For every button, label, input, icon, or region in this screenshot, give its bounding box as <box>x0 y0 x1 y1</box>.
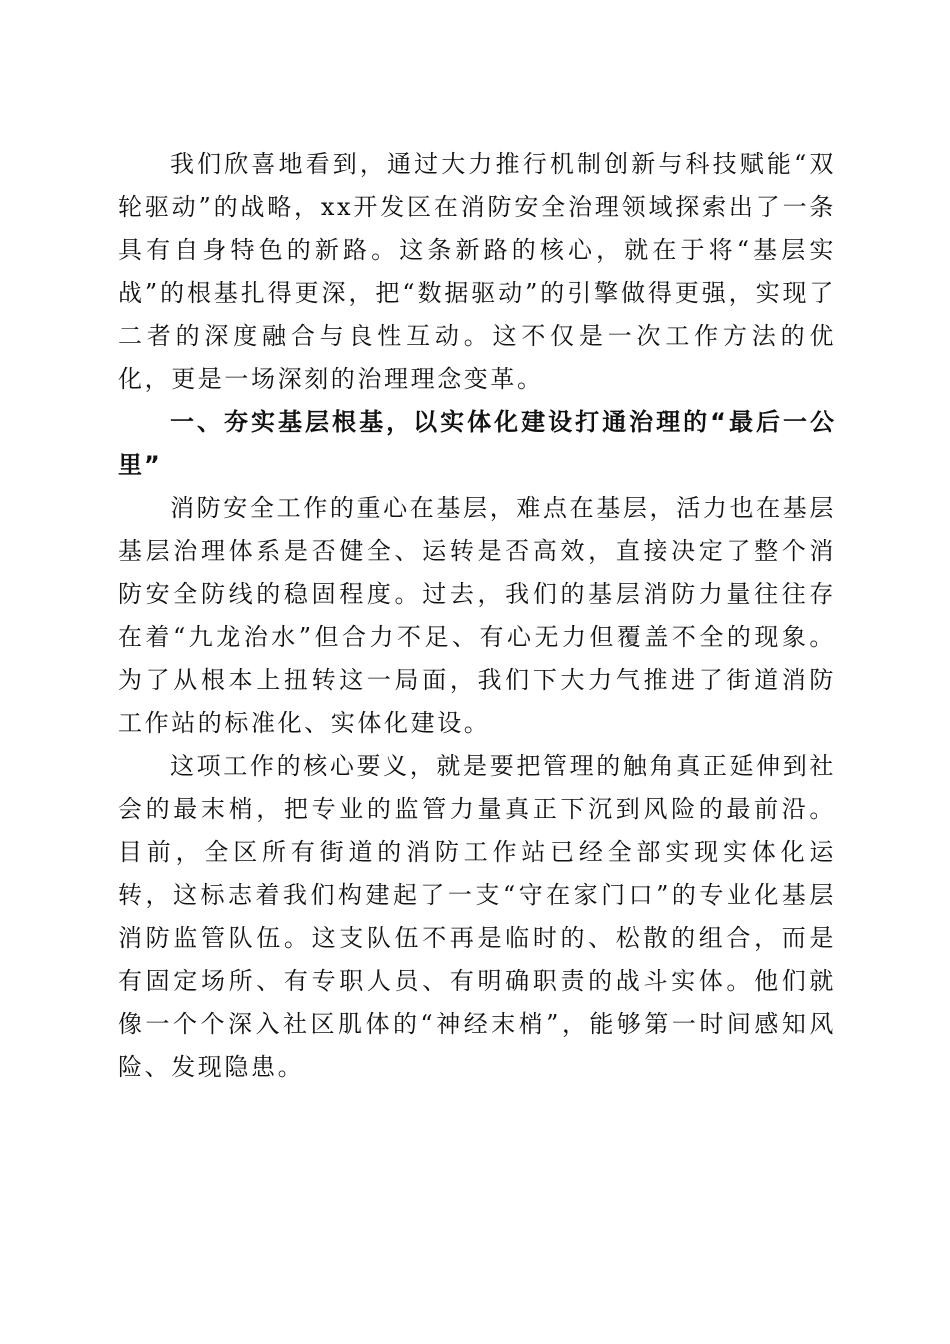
body-paragraph-1: 消防安全工作的重心在基层，难点在基层，活力也在基层基层治理体系是否健全、运转是否高效，直接决定了整个消防安全防线的稳固程度。过去，我们的基层消防力量往往存在着“九龙治水”但合力不足、有心无力但覆盖不全的现象。为了从根本上扭转这一局面，我们下大力气推进了街道消防工作站的标准化、实体化建设。 <box>118 494 836 737</box>
section-heading: 一、夯实基层根基，以实体化建设打通治理的“最后一公里” <box>118 408 836 479</box>
body-paragraph-2: 这项工作的核心要义，就是要把管理的触角真正延伸到社会的最末梢，把专业的监管力量真正下沉到风险的最前沿。目前，全区所有街道的消防工作站已经全部实现实体化运转，这标志着我们构建起了一支“守在家门口”的专业化基层消防监管队伍。这支队伍不再是临时的、松散的组合，而是有固定场所、有专职人员、有明确职责的战斗实体。他们就像一个个深入社区肌体的“神经末梢”，能够第一时间感知风险、发现隐患。 <box>118 752 836 1081</box>
document-body <box>118 143 836 1089</box>
intro-paragraph: 我们欣喜地看到，通过大力推行机制创新与科技赋能“双轮驱动”的战略，xx开发区在消防安全治理领域探索出了一条具有自身特色的新路。这条新路的核心，就在于将“基层实战”的根基扎得更深，把“数据驱动”的引擎做得更强，实现了二者的深度融合与良性互动。这不仅是一次工作方法的优化，更是一场深刻的治理理念变革。 <box>118 150 836 393</box>
